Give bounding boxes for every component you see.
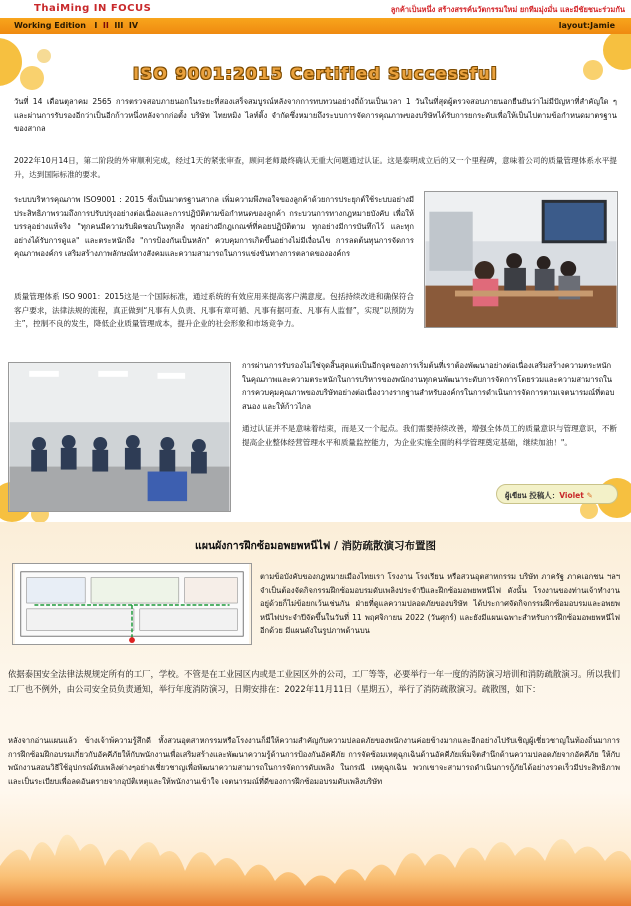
pencil-icon: ✎	[586, 491, 593, 500]
article1-para-thai-1: วันที่ 14 เดือนตุลาคม 2565 การตรวจสอบภายนอกในระยะที่สองเสร็จสมบูรณ์หลังจากการทบทวนอย่างถี่ถ้วนเป็นเวลา 1 วันในที่สุดผู้ตรวจสอบภายนอกยืนยันว่าไม่มีปัญหาที่สำคัญใด ๆ และผ่านการรับรองอีกว่าเป็นอีกก้าวหนึ่งหลังจากก่อตั้ง บริษัท ไทยหมิง ไลท์ติ้ง จำกัดซึ่งหมายถึงระบบการจัดการคุณภาพของบริษัทได้รับการยกระดับเพื่อให้เป็นไปตามข้อกำหนดมาตรฐานของสากล	[14, 97, 617, 133]
article1-title: ISO 9001:2015 Certified Successful	[133, 64, 498, 83]
writer-name: Violet	[559, 491, 584, 500]
decorative-circles-top-left	[0, 28, 60, 98]
edition-roman-3: III	[114, 21, 124, 30]
article1-para-thai-2: ระบบบริหารคุณภาพ ISO9001 : 2015 ซึ่งเป็นมาตรฐานสากล เพิ่มความพึงพอใจของลูกค้าด้วยการประยุกต์ใช้ระบบอย่างมีประสิทธิภาพรวมถึงการปรับปรุงอย่างต่อเนื่องและการปฏิบัติตามข้อกำหนดของลูกค้า กระบวนการทางกฎหมายบังคับ เพื่อให้บรรลุอย่างแท้จริง "ทุกคนมีความรับผิดชอบในทุกสิ่ง ทุกอย่างมีกฎเกณฑ์ที่คอยปฏิบัติตาม ทุกอย่างมีการบันทึกไว้ และทุกอย่างได้รับการดูแล" และตระหนักถึง "การป้องกันเป็นหลัก" ควบคุมการเกิดขึ้นอย่างไม่มีเงื่อนไข การลดต้นทุนการจัดการคุณภาพองค์กร เสริมสร้างภาพลักษณ์ทางสังคมและความสามารถในการแข่งขันทางการตลาดขององค์กร	[14, 195, 414, 258]
article2-para-thai-2: หลังจากอ่านแผนแล้ว ข้างเจ้าพ้ความรู้สึกดี ทั้งสวนอุตสาหกรรมหรือโรงงานก็มีให้ความสำคัญกับความปลอดภัยของพนักงานค่อยข้างมากและอีกอย่างไปรับเชิญผู้เชี่ยวชาญในท้องถิ่นมาการการฝึกซ้อมฝึกอบรมเกี่ยวกับอัคคีภัยให้กับพนักงานเพื่อเสริมสร้างและพัฒนาความรู้ด้านการป้องกันอัคคีภัย การจัดซ้อมเหตุฉุกเฉินด้านอัคคีภัยเพิ่มจิตสำนึกด้านความปลอดภัยจากอัคคีภัย ให้กับพนักงานสอนวิธีใช้อุปกรณ์ดับเพลิงต่างๆอย่างเชี่ยวชาญเพื่อพัฒนาความสามารถในการจัดการดับเพลิง ในกรณี เหตุฉุกเฉิน พวกเขาจะสามารถดำเนินการกู้ภัยได้อย่างรวดเร็วมีประสิทธิภาพและเป็นระเบียบเพื่อลดอันตรายจากอุบัติเหตุและให้พนักงานเข้าใจ เจตนารมณ์ที่ดีของการฝึกซ้อมอบรมดับเพลิงบริษัท	[8, 736, 620, 786]
audit-meeting-photo	[424, 191, 618, 328]
edition-label: Working Edition	[14, 21, 86, 30]
writer-label: ผู้เขียน 投稿人：	[505, 491, 560, 500]
edition-roman-4: IV	[128, 21, 139, 30]
article1-para-thai-3: การผ่านการรับรองไม่ใช่จุดสิ้นสุดแต่เป็นอีกจุดของการเริ่มต้นที่เราต้องพัฒนาอย่างต่อเนื่องเสริมสร้างความตระหนักในคุณภาพและความตระหนักในการบริหารของพนักงานทุกคนพัฒนาระดับการจัดการโดยรวมและความสามารถในการควบคุมคุณภาพของบริษัทอย่างต่อเนื่องวางรากฐานสำหรับองค์กรในการดำเนินการจัดการตามเจตนารมณ์ที่ตอบสนอง และให้ก้าวไกล	[242, 361, 615, 411]
article1-para-cn-2: 质量管理体系 ISO 9001：2015这是一个国际标准，通过系统的有效应用来提高客户满意度。包括持续改进和确保符合客户要求，法律法规的流程，真正做到“凡事有人负责、凡事有章可循、凡事有据可查、凡事有人监督”，实现“以预防为主”，控制不良的发生，降低企业质量管理成本，提升企业的社会形象和市场竞争力。	[14, 292, 414, 328]
article1-para-cn-1: 2022年10月14日，第二阶段的外审顺利完成，经过1天的紧张审查，顾问老师最终确认无重大问题通过认证。这是泰明成立后的又一个里程碑，意味着公司的质量管理体系水平提升，达到国际标准的要求。	[14, 156, 617, 179]
article1-para-cn-3: 通过认证并不是意味着结束，而是又一个起点。我们需要持续改善，增强全体员工的质量意识与管理意识，不断提高企业整体经营管理水平和质量监控能力，为企业实施全面的科学管理奠定基础，继续加油！"。	[242, 424, 617, 447]
newsletter-brand: ThaiMing IN FOCUS	[34, 3, 152, 14]
edition-indicator	[14, 21, 138, 30]
evacuation-floor-plan	[12, 563, 252, 645]
company-slogan: ลูกค้าเป็นหนึ่ง สร้างสรรค์นวัตกรรมใหม่ ยกทีมมุ่งมั่น และมีชัยชนะร่วมกัน	[390, 5, 625, 14]
edition-roman-1: I	[94, 21, 98, 30]
training-room-photo	[8, 362, 231, 512]
article2-para-thai-1: ตามข้อบังคับของกฎหมายเมืองไทยเรา โรงงาน โรงเรียน หรือสวนอุตสาหกรรม บริษัท ภาครัฐ ภาคเอกชน ฯลฯ จำเป็นต้องจัดกิจกรรมฝึกซ้อมอบรมดับเพลิงประจำปีและฝึกซ้อมอพยพหนีไฟ ดังนั้น โรงงานของท่านเจ้าทำงานอยู่ด้วยก็ไม่ข้อยกเว้นเช่นกัน ฝ่ายที่ดูแลความปลอดภัยของบริษัท ได้ประกาศจัดกิจกรรมฝึกซ้อมอบรมและอพยพหนีไฟประจำปีจัดขึ้นในวันที่ 11 พฤศจิกายน 2022 (วันศุกร์) และยังมีแผนเฉพาะสำหรับการฝึกซ้อมอพยพหนีไฟอีกด้วย มีแผนดังในรูปภาพด้านบน	[260, 572, 620, 635]
layout-credit: layout:Jamie	[558, 21, 615, 30]
flames-decoration	[0, 806, 631, 906]
writer-badge	[496, 484, 618, 504]
edition-roman-2: II	[102, 21, 109, 30]
article2-title: แผนผังการฝึกซ้อมอพยพหนีไฟ / 消防疏散演习布置图	[195, 540, 436, 552]
article2-para-cn-1: 依据泰国安全法律法规规定所有的工厂，学校。不管是在工业园区内或是工业园区外的公司，工厂等等，必要举行一年一度的消防演习培训和消防疏散演习。所以我们工厂也不例外，由公司安全员负责通知，举行年度消防演习，日期安排在：2022年11月11日（星期五），举行了消防疏散演习。疏散图，如下：	[8, 669, 620, 694]
